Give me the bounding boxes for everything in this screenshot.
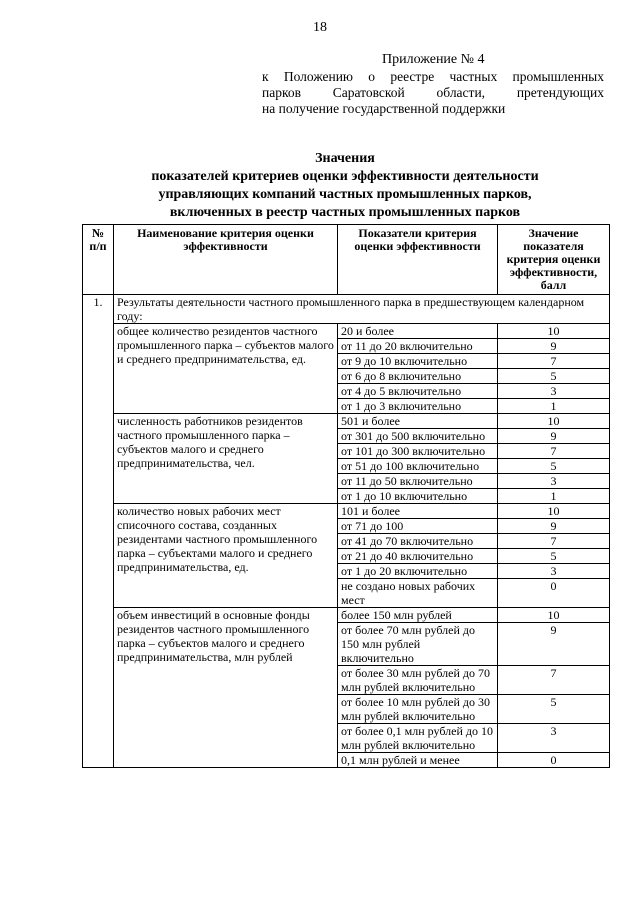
indicator-cell: от 101 до 300 включительно xyxy=(338,444,498,459)
indicator-cell: от 9 до 10 включительно xyxy=(338,354,498,369)
appendix-line: к Положению о реестре частных промышленных xyxy=(262,69,604,84)
indicator-cell: 0,1 млн рублей и менее xyxy=(338,753,498,768)
score-cell: 10 xyxy=(498,324,610,339)
heading-line: включенных в реестр частных промышленных парков xyxy=(169,205,521,220)
section-title: Результаты деятельности частного промышленного парка в предшествующем календарном году: xyxy=(114,295,610,324)
score-cell: 3 xyxy=(498,564,610,579)
section-row xyxy=(83,295,610,324)
score-cell: 9 xyxy=(498,339,610,354)
score-cell: 0 xyxy=(498,753,610,768)
indicator-cell: от более 0,1 млн рублей до 10 млн рублей включительно xyxy=(338,724,498,753)
score-cell: 3 xyxy=(498,474,610,489)
criterion-name: объем инвестиций в основные фонды резидентов частного промышленного парка – субъектов малого и среднего предпринимательства, млн рублей xyxy=(114,608,338,768)
table-row xyxy=(83,414,610,429)
score-cell: 3 xyxy=(498,384,610,399)
indicator-cell: от 21 до 40 включительно xyxy=(338,549,498,564)
indicator-cell: 20 и более xyxy=(338,324,498,339)
score-cell: 9 xyxy=(498,429,610,444)
score-cell: 1 xyxy=(498,399,610,414)
score-cell: 7 xyxy=(498,444,610,459)
score-cell: 3 xyxy=(498,724,610,753)
indicator-cell: более 150 млн рублей xyxy=(338,608,498,623)
indicator-cell: от 1 до 3 включительно xyxy=(338,399,498,414)
score-cell: 5 xyxy=(498,459,610,474)
indicator-cell: от 301 до 500 включительно xyxy=(338,429,498,444)
table-row xyxy=(83,324,610,339)
score-cell: 7 xyxy=(498,354,610,369)
score-cell: 7 xyxy=(498,534,610,549)
section-number: 1. xyxy=(83,295,114,768)
score-cell: 0 xyxy=(498,579,610,608)
header-num: № п/п xyxy=(83,225,114,295)
indicator-cell: от 6 до 8 включительно xyxy=(338,369,498,384)
appendix-line: парков Саратовской области, претендующих xyxy=(262,85,604,100)
indicator-cell: 101 и более xyxy=(338,504,498,519)
criterion-name: численность работников резидентов частного промышленного парка – субъектов малого и среднего предпринимательства, чел. xyxy=(114,414,338,504)
table-body xyxy=(83,295,610,768)
criteria-table xyxy=(82,224,610,768)
page-number: 18 xyxy=(313,20,327,35)
score-cell: 10 xyxy=(498,608,610,623)
criterion-name: общее количество резидентов частного промышленного парка – субъектов малого и среднего предпринимательства, ед. xyxy=(114,324,338,414)
score-cell: 5 xyxy=(498,549,610,564)
indicator-cell: от более 30 млн рублей до 70 млн рублей включительно xyxy=(338,666,498,695)
indicator-cell: от 41 до 70 включительно xyxy=(338,534,498,549)
header-indicators: Показатели критерия оценки эффективности xyxy=(338,225,498,295)
score-cell: 10 xyxy=(498,504,610,519)
appendix-line: на получение государственной поддержки xyxy=(262,101,506,116)
score-cell: 5 xyxy=(498,695,610,724)
heading-line: показателей критериев оценки эффективности деятельности xyxy=(151,169,539,184)
indicator-cell: 501 и более xyxy=(338,414,498,429)
score-cell: 9 xyxy=(498,623,610,666)
score-cell: 1 xyxy=(498,489,610,504)
indicator-cell: не создано новых рабочих мест xyxy=(338,579,498,608)
heading-line: управляющих компаний частных промышленных парков, xyxy=(158,187,532,202)
indicator-cell: от 11 до 20 включительно xyxy=(338,339,498,354)
score-cell: 10 xyxy=(498,414,610,429)
appendix-title: Приложение № 4 xyxy=(382,52,485,67)
criterion-name: количество новых рабочих мест списочного состава, созданных резидентами частного промышленного парка – субъектами малого и среднего предпринимательства, ед. xyxy=(114,504,338,608)
appendix-note xyxy=(262,52,604,117)
indicator-cell: от 1 до 20 включительно xyxy=(338,564,498,579)
indicator-cell: от более 70 млн рублей до 150 млн рублей включительно xyxy=(338,623,498,666)
heading-line: Значения xyxy=(315,151,375,166)
indicator-cell: от 11 до 50 включительно xyxy=(338,474,498,489)
document-heading xyxy=(80,150,610,222)
indicator-cell: от 1 до 10 включительно xyxy=(338,489,498,504)
indicator-cell: от 51 до 100 включительно xyxy=(338,459,498,474)
score-cell: 7 xyxy=(498,666,610,695)
indicator-cell: от 71 до 100 xyxy=(338,519,498,534)
table-row xyxy=(83,608,610,623)
header-criterion: Наименование критерия оценки эффективности xyxy=(114,225,338,295)
table-row xyxy=(83,504,610,519)
indicator-cell: от 4 до 5 включительно xyxy=(338,384,498,399)
score-cell: 9 xyxy=(498,519,610,534)
table-header-row xyxy=(83,225,610,295)
score-cell: 5 xyxy=(498,369,610,384)
header-score: Значение показателя критерия оценки эффективности, балл xyxy=(498,225,610,295)
indicator-cell: от более 10 млн рублей до 30 млн рублей включительно xyxy=(338,695,498,724)
